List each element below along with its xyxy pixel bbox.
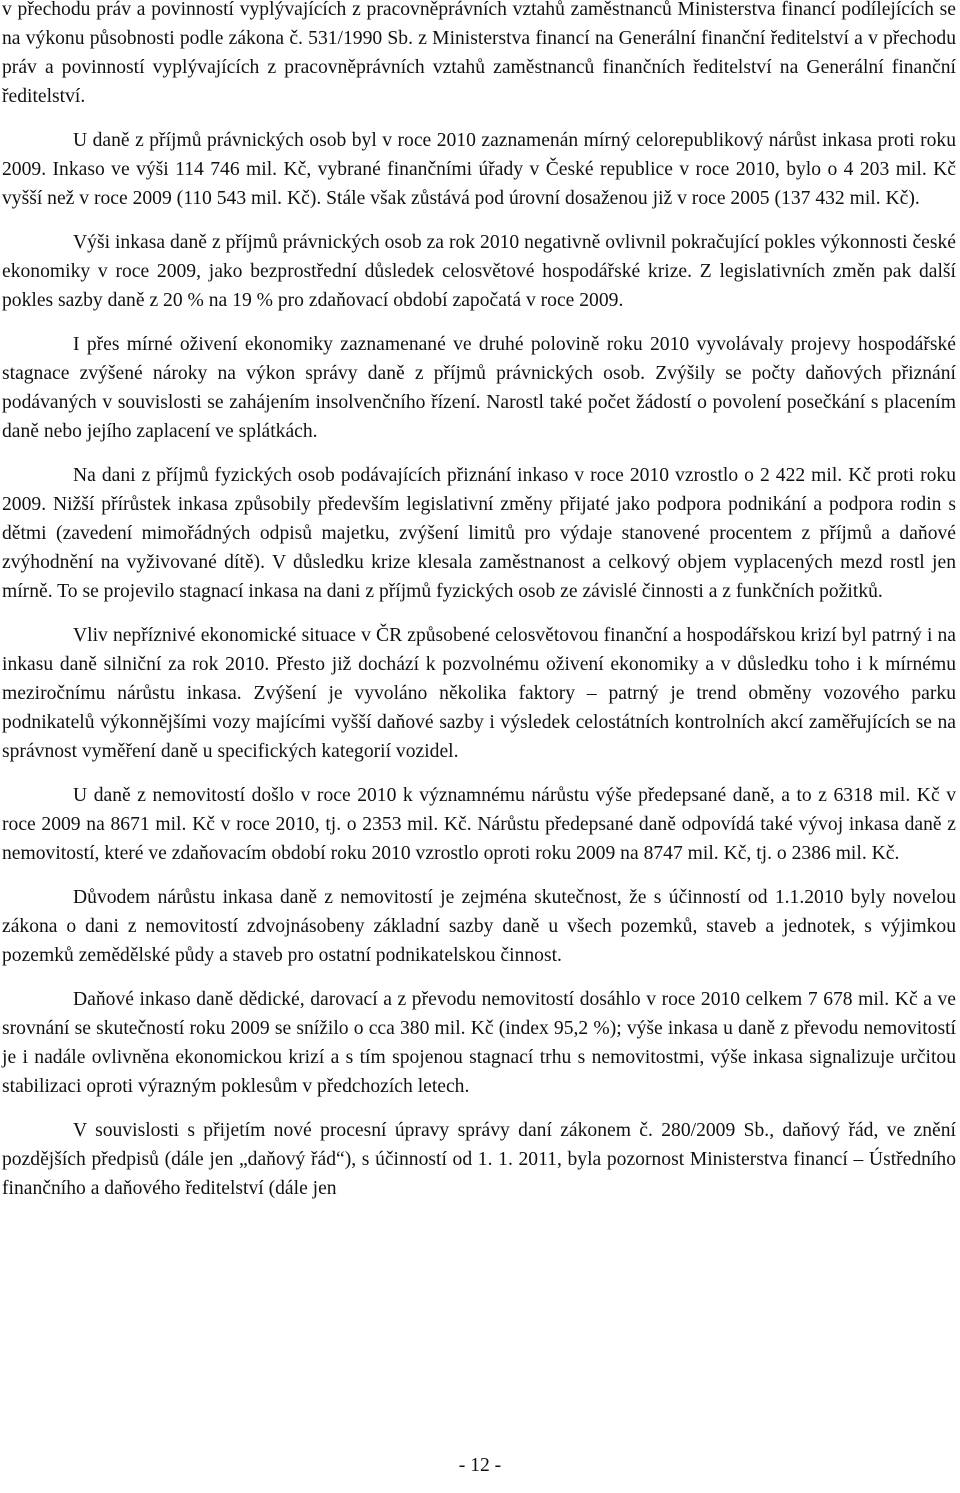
paragraph-continuation: v přechodu práv a povinností vyplývajících z pracovněprávních vztahů zaměstnanců Ministerstva financí podílejících se na výkonu působnosti podle zákona č. 531/1990 Sb. z Ministerstva financí na Generální finanční ředitelství a v přechodu práv a povinností vyplývajících z pracovněprávních vztahů zaměstnanců finančních ředitelství na Generální finanční ředitelství. [2,0,956,107]
paragraph-property-tax: U daně z nemovitostí došlo v roce 2010 k významnému nárůstu výše předepsané daně, a to z 6318 mil. Kč v roce 2009 na 8671 mil. Kč v roce 2010, tj. o 2353 mil. Kč. Nárůstu předepsané daně odpovídá také vývoj inkasa daně z nemovitostí, které ve zdaňovacím období roku 2010 vzrostlo oproti roku 2009 na 8747 mil. Kč, tj. o 2386 mil. Kč. [2,785,956,864]
paragraph-personal-income-tax: Na dani z příjmů fyzických osob podávajících přiznání inkaso v roce 2010 vzrostlo o 2 422 mil. Kč proti roku 2009. Nižší přírůstek inkasa způsobily především legislativní změny přijaté jako podpora podnikání a podpora rodin s dětmi (zavedení mimořádných odpisů majetku, zvýšení limitů pro výdaje stanovené procentem z příjmů a daňové zvýhodnění na vyživované dítě). V důsledku krize klesala zaměstnanost a celkový objem vyplacených mezd rostl jen mírně. To se projevilo stagnací inkasa na dani z příjmů fyzických osob ze závislé činnosti a z funkčních požitků. [2,465,956,602]
paragraph-corporate-income-tax: U daně z příjmů právnických osob byl v roce 2010 zaznamenán mírný celorepublikový nárůst inkasa proti roku 2009. Inkaso ve výši 114 746 mil. Kč, vybrané finančními úřady v České republice v roce 2010, bylo o 4 203 mil. Kč vyšší než v roce 2009 (110 543 mil. Kč). Stále však zůstává pod úrovní dosaženou již v roce 2005 (137 432 mil. Kč). [2,130,956,209]
paragraph-transfer-taxes: Daňové inkaso daně dědické, darovací a z převodu nemovitostí dosáhlo v roce 2010 celkem 7 678 mil. Kč a ve srovnání se skutečností roku 2009 se snížilo o cca 380 mil. Kč (index 95,2 %); výše inkasa u daně z převodu nemovitostí je i nadále ovlivněna ekonomickou krizí a s tím spojenou stagnací trhu s nemovitostmi, výše inkasa signalizuje určitou stabilizaci oproti výrazným poklesům v předchozích letech. [2,989,956,1097]
paragraph-property-tax-reason: Důvodem nárůstu inkasa daně z nemovitostí je zejména skutečnost, že s účinností od 1.1.2010 byly novelou zákona o dani z nemovitostí zdvojnásobeny základní sazby daně u všech pozemků, staveb a jednotek, s výjimkou pozemků zemědělské půdy a staveb pro ostatní podnikatelskou činnost. [2,887,956,966]
paragraph-road-tax: Vliv nepříznivé ekonomické situace v ČR způsobené celosvětovou finanční a hospodářskou krizí byl patrný i na inkasu daně silniční za rok 2010. Přesto již dochází k pozvolnému oživení ekonomiky a v důsledku toho i k mírnému meziročnímu nárůstu inkasa. Zvýšení je vyvoláno několika faktory – patrný je trend obměny vozového parku podnikatelů výkonnějšími vozy majícími vyšší daňové sazby i výsledek celostátních kontrolních akcí zaměřujících se na správnost vyměření daně u specifických kategorií vozidel. [2,625,956,762]
page-number: - 12 - [458,1455,502,1476]
paragraph-tax-code: V souvislosti s přijetím nové procesní úpravy správy daní zákonem č. 280/2009 Sb., daňový řád, ve znění pozdějších předpisů (dále jen „daňový řád“), s účinností od 1. 1. 2011, byla pozornost Ministerstva financí – Ústředního finančního a daňového ředitelství (dále jen [2,1120,956,1199]
paragraph-income-tax-factors: Výši inkasa daně z příjmů právnických osob za rok 2010 negativně ovlivnil pokračující pokles výkonnosti české ekonomiky v roce 2009, jako bezprostřední důsledek celosvětové hospodářské krize. Z legislativních změn pak další pokles sazby daně z 20 % na 19 % pro zdaňovací období započatá v roce 2009. [2,232,956,311]
paragraph-economic-stagnation: I přes mírné oživení ekonomiky zaznamenané ve druhé polovině roku 2010 vyvolávaly projevy hospodářské stagnace zvýšené nároky na výkon správy daně z příjmů právnických osob. Zvýšily se počty daňových přiznání podávaných v souvislosti se zahájením insolvenčního řízení. Narostl také počet žádostí o povolení posečkání s placením daně nebo jejího zaplacení ve splátkách. [2,334,956,442]
